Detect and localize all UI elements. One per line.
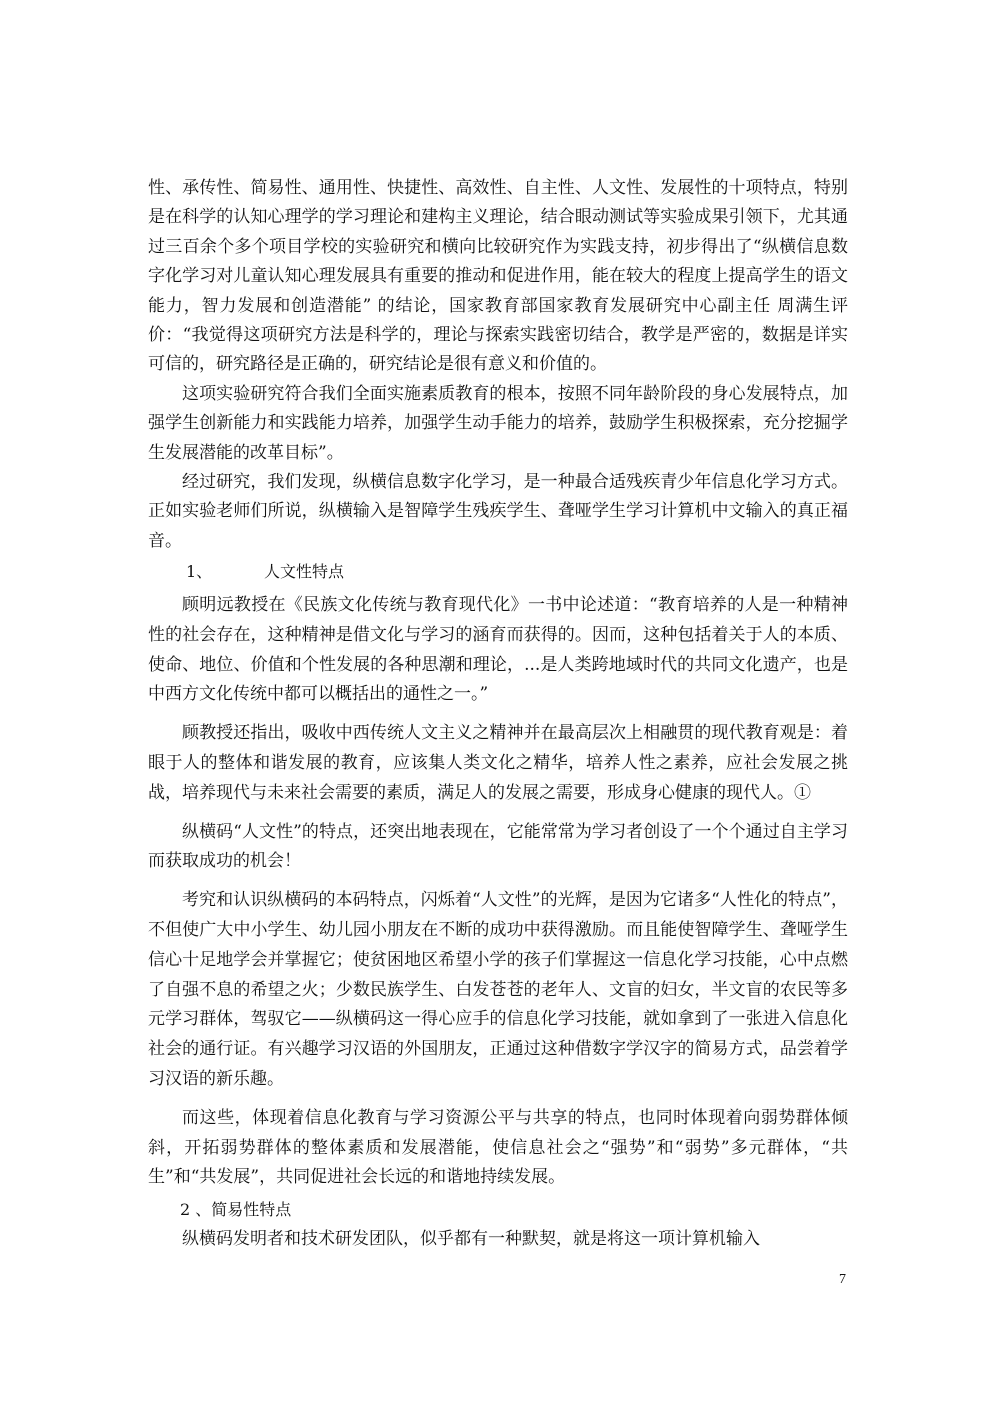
- paragraph: 顾明远教授在《民族文化传统与教育现代化》一书中论述道：“教育培养的人是一种精神性的社会存在，这种精神是借文化与学习的涵育而获得的。因而，这种包括着关于人的本质、使命、地位、价值和个性发展的各种思潮和理论，...是人类跨地域时代的共同文化遗产，也是中西方文化传统中都可以概括出的通性之一。”: [148, 595, 848, 705]
- page-number: 7: [839, 1272, 846, 1287]
- paragraph-gap: [148, 809, 848, 818]
- section-heading-1: [186, 557, 344, 586]
- intro-section: [148, 174, 848, 556]
- paragraph-gap: [148, 1095, 848, 1104]
- section-number: 1、: [186, 562, 213, 581]
- paragraph: 考究和认识纵横码的本码特点，闪烁着“人文性”的光辉，是因为它诸多“人性化的特点”，不但使广大中小学生、幼儿园小朋友在不断的成功中获得激励。而且能使智障学生、聋哑学生信心十足地学会并掌握它；使贫困地区希望小学的孩子们掌握这一信息化学习技能，心中点燃了自强不息的希望之火；少数民族学生、白发苍苍的老年人、文盲的妇女，半文盲的农民等多元学习群体，驾驭它——纵横码这一得心应手的信息化学习技能，就如拿到了一张进入信息化社会的通行证。有兴趣学习汉语的外国朋友，正通过这种借数字学汉字的简易方式，品尝着学习汉语的新乐趣。: [148, 890, 848, 1089]
- paragraph: 而这些，体现着信息化教育与学习资源公平与共享的特点，也同时体现着向弱势群体倾斜，开拓弱势群体的整体素质和发展潜能，使信息社会之“强势”和“弱势”多元群体，“共生”和“共发展”，共同促进社会长远的和谐地持续发展。: [148, 1107, 848, 1188]
- paragraph: 经过研究，我们发现，纵横信息数字化学习，是一种最合适残疾青少年信息化学习方式。正如实验老师们所说，纵横输入是智障学生残疾学生、聋哑学生学习计算机中文输入的真正福音。: [148, 472, 848, 551]
- paragraph: 纵横码“人文性”的特点，还突出地表现在，它能常常为学习者创设了一个个通过自主学习而获取成功的机会！: [148, 821, 848, 872]
- section-heading-2: 2 、简易性特点: [180, 1200, 292, 1220]
- paragraph-gap: [148, 710, 848, 719]
- paragraph: 这项实验研究符合我们全面实施素质教育的根本，按照不同年龄阶段的身心发展特点，加强学生创新能力和实践能力培养，加强学生动手能力的培养，鼓励学生积极探索，充分挖掘学生发展潜能的改革目标”。: [148, 383, 848, 463]
- paragraph-gap: [148, 877, 848, 886]
- section-title: 人文性特点: [264, 562, 345, 581]
- paragraph: 顾教授还指出，吸收中西传统人文主义之精神并在最高层次上相融贯的现代教育观是：着眼于人的整体和谐发展的教育，应该集人类文化之精华，培养人性之素养，应社会发展之挑战，培养现代与未来社会需要的素质，满足人的发展之需要，形成身心健康的现代人。①: [148, 723, 848, 803]
- paragraph: 纵横码发明者和技术研发团队，似乎都有一种默契，就是将这一项计算机输入: [182, 1228, 760, 1249]
- section-1-body: [148, 591, 848, 1255]
- paragraph: 性、承传性、简易性、通用性、快捷性、高效性、自主性、人文性、发展性的十项特点，特别是在科学的认知心理学的学习理论和建构主义理论，结合眼动测试等实验成果引领下，尤其通过三百余个多个项目学校的实验研究和横向比较研究作为实践支持，初步得出了“纵横信息数字化学习对儿童认知心理发展具有重要的推动和促进作用，能在较大的程度上提高学生的语文能力，智力发展和创造潜能” 的结论，国家教育部国家教育发展研究中心副主任 周满生评价：“我觉得这项研究方法是科学的，理论与探索实践密切结合，教学是严密的，数据是详实可信的，研究路径是正确的，研究结论是很有意义和价值的。: [148, 178, 848, 375]
